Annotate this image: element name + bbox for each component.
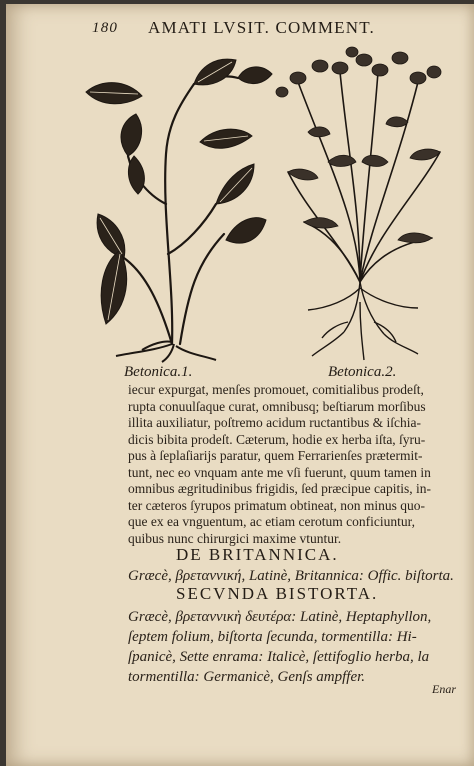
figure-caption-2: Betonica.2. <box>328 364 397 380</box>
section-heading-britannica: DE BRITANNICA. <box>176 545 339 564</box>
body-paragraph <box>128 382 458 547</box>
body-line: ter cæteros ſyrupos primatum obtineat, non minus quo- <box>128 497 425 513</box>
body-line: que ex ea vnguentum, ac etiam cerotum conficiuntur, <box>128 514 415 529</box>
woodcut-betonica-1 <box>76 44 276 364</box>
body-line: iecur expurgat, menſes promouet, comitialibus prodeſt, <box>128 382 424 397</box>
page-number: 180 <box>92 20 119 36</box>
body-line: tunt, nec eo vnquam ante me vſi fuerunt, quum tamen in <box>128 464 431 480</box>
section-heading-secunda-bistorta: SECVNDA BISTORTA. <box>176 584 379 603</box>
synonym-line: tormentilla: Germanicè, Genſs ampffer. <box>128 669 366 685</box>
figure-caption-1: Betonica.1. <box>124 364 193 380</box>
synonym-line: ſpanicè, Sette enrama: Italicè, ſettifoglio herba, la <box>128 649 430 665</box>
catchword: Enar <box>432 682 456 696</box>
body-line: quibus nunc chirurgici maxime vtuntur. <box>128 530 342 546</box>
body-line: rupta conuulſaque curat, omnibusq; beſtiarum morſibus <box>128 398 426 414</box>
page-header <box>92 12 432 42</box>
running-title: AMATI LVSIT. COMMENT. <box>148 18 376 37</box>
synonyms-secunda-bistorta <box>128 607 464 687</box>
synonyms-britannica: Græcè, βρεταννική, Latinè, Britannica: Offic. biſtorta. <box>128 568 454 584</box>
synonym-line: Græcè, βρεταννικὴ δευτέρα: Latinè, Heptaphyllon, <box>128 609 432 625</box>
body-line: illita auxiliatur, poſtremo acidum ructantibus & iſchia- <box>128 415 422 430</box>
body-line: dicis bibita prodeſt. Cæterum, hodie ex herba iſta, ſyru- <box>128 431 426 447</box>
synonym-line: ſeptem folium, biſtorta ſecunda, tormentilla: Hi- <box>128 629 417 645</box>
body-line: pus à ſeplaſiarijs paratur, quem Ferrarienſes prætermit- <box>128 448 423 463</box>
body-line: omnibus ægritudinibus frigidis, ſed præcipue capitis, in- <box>128 481 431 496</box>
woodcut-betonica-2 <box>268 42 453 364</box>
book-page <box>6 4 474 766</box>
